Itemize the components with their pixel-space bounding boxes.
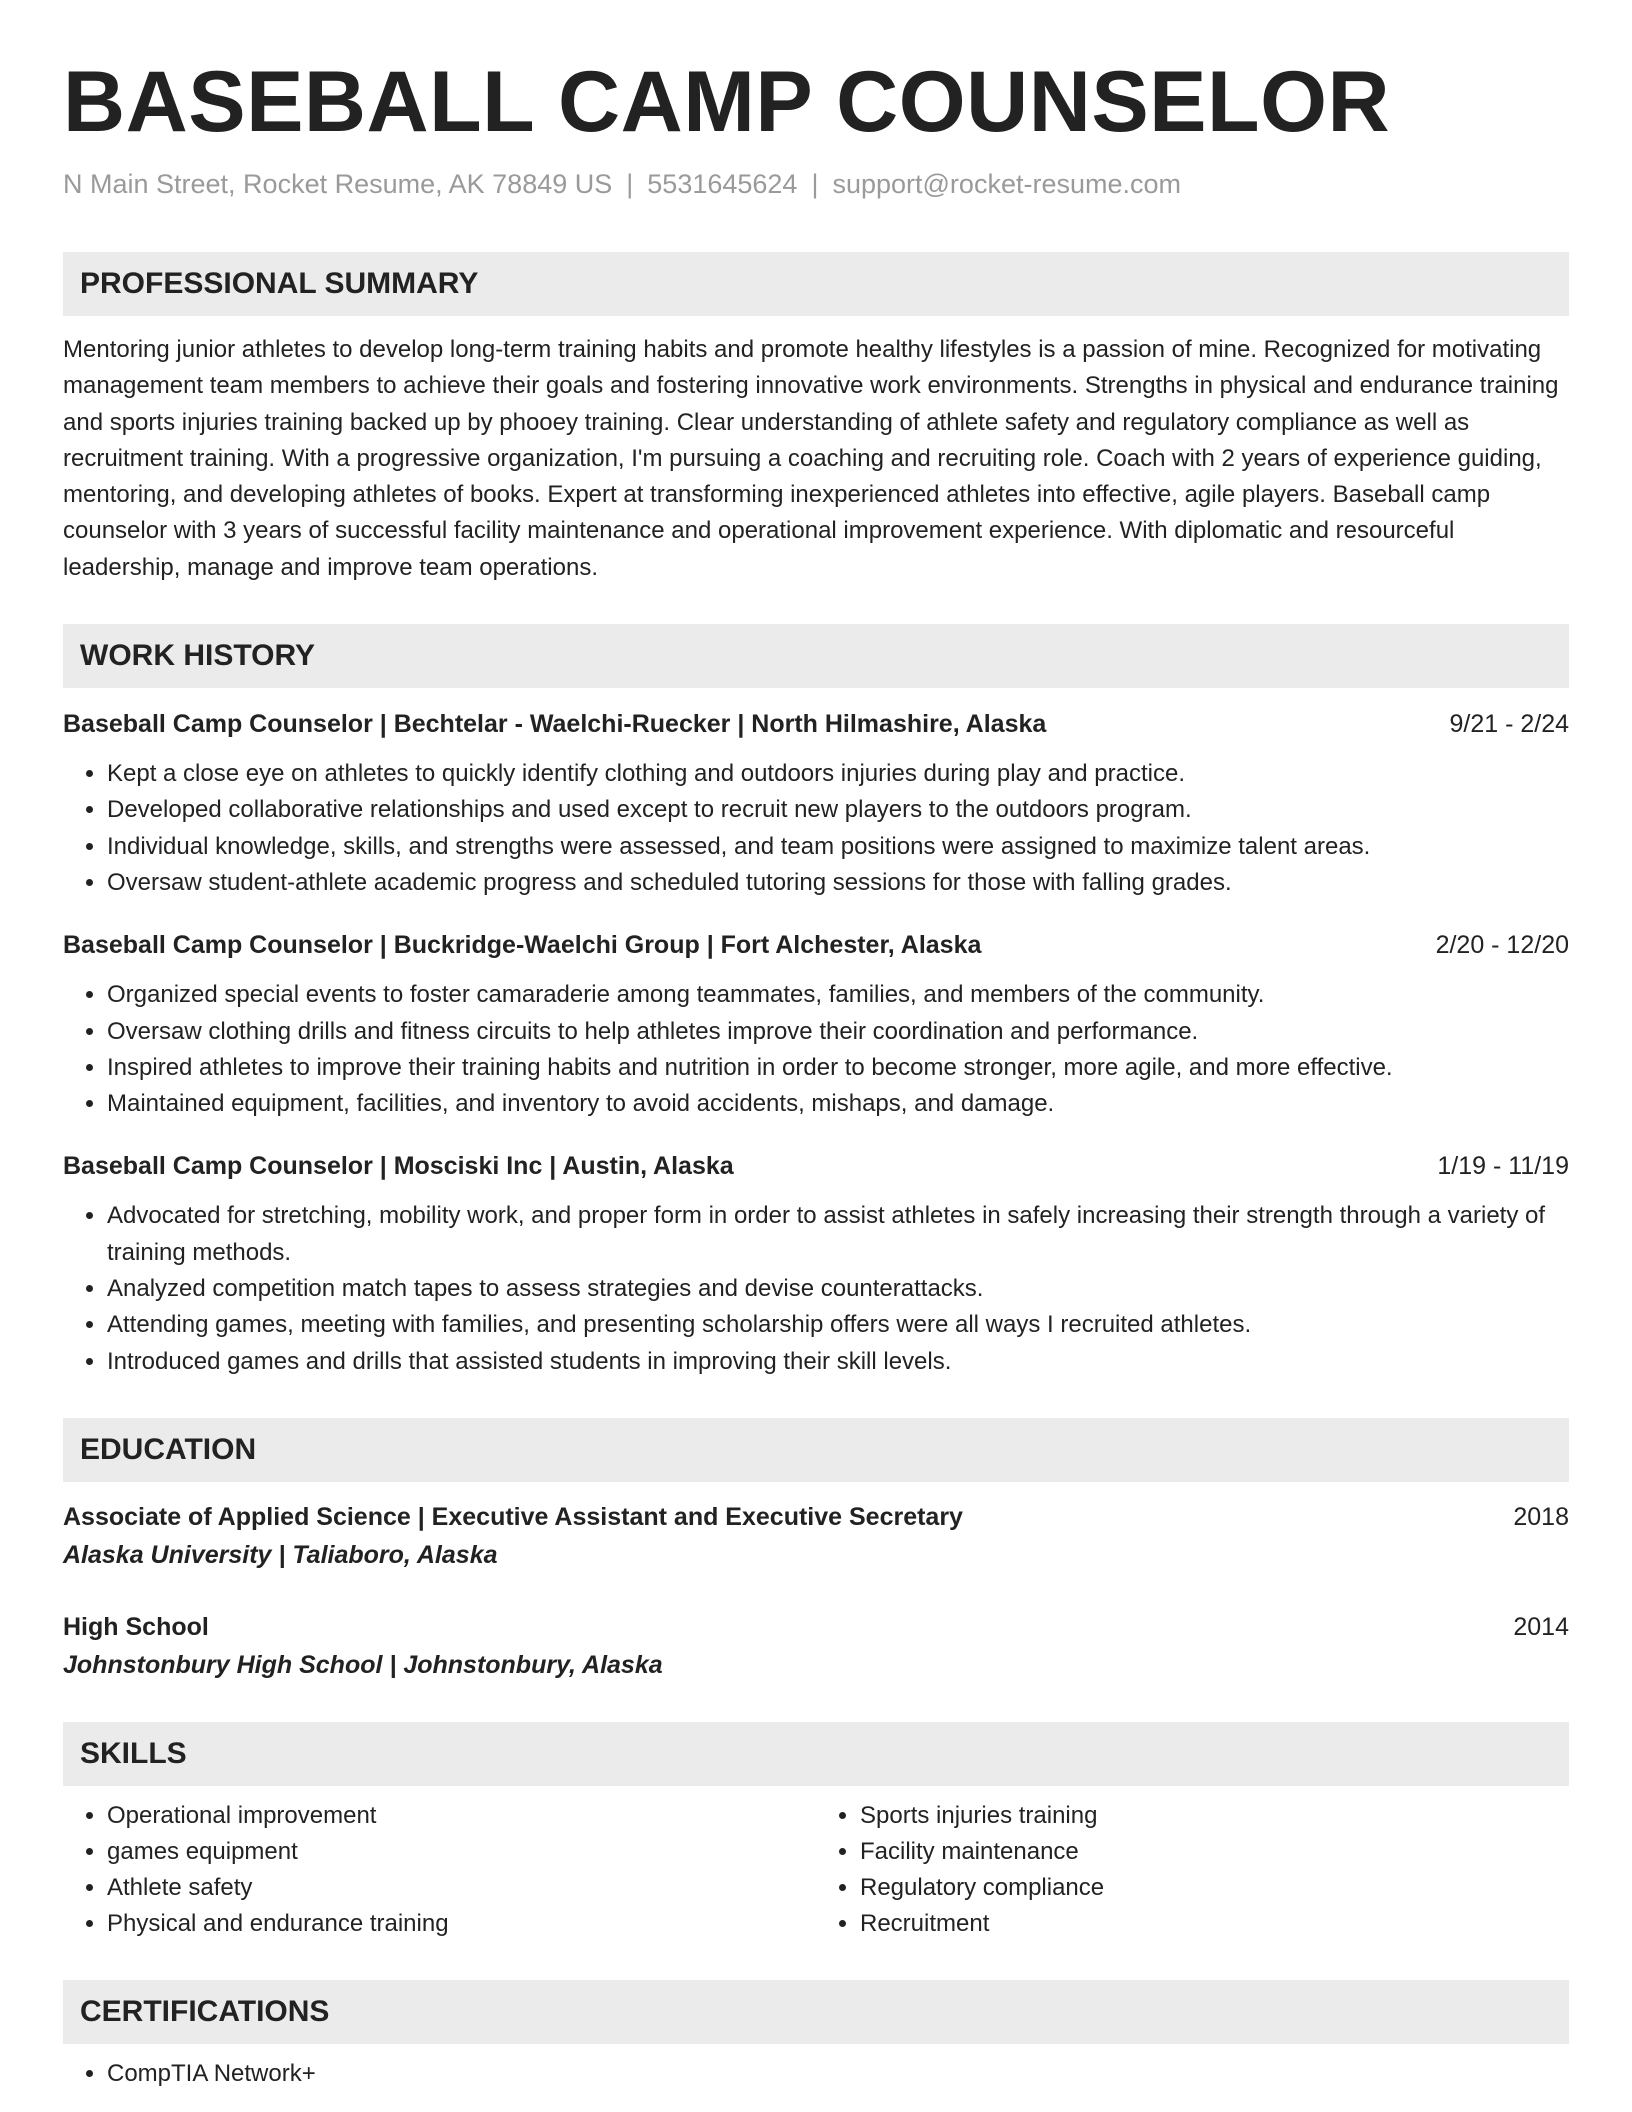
skill-item: • games equipment <box>107 1834 816 1870</box>
job-bullet: • Inspired athletes to improve their training habits and nutrition in order to become stronger, more agile, and more effective. <box>107 1050 1569 1086</box>
job-bullets <box>63 977 1569 1122</box>
job-heading <box>63 706 1569 742</box>
section-header-skills: SKILLS <box>63 1722 1569 1786</box>
job-bullet: • Kept a close eye on athletes to quickly identify clothing and outdoors injuries during play and practice. <box>107 756 1569 792</box>
skills-list <box>63 1798 1569 1942</box>
job-bullet: • Organized special events to foster camaraderie among teammates, families, and members of the community. <box>107 977 1569 1013</box>
education-school: Alaska University | Taliaboro, Alaska <box>63 1540 498 1569</box>
skill-item: • Physical and endurance training <box>107 1906 816 1942</box>
job-dates: 1/19 - 11/19 <box>1437 1152 1569 1181</box>
education-year: 2014 <box>1513 1612 1569 1641</box>
job-dates: 2/20 - 12/20 <box>1435 931 1569 960</box>
contact-separator: | <box>811 169 819 199</box>
contact-line <box>63 166 1569 202</box>
skill-item: • Facility maintenance <box>860 1834 1569 1870</box>
job-bullet: • Advocated for stretching, mobility work, and proper form in order to assist athletes in safely increasing their strength through a variety of training methods. <box>107 1198 1569 1271</box>
section-header-summary: PROFESSIONAL SUMMARY <box>63 252 1569 316</box>
education-degree: High School <box>63 1612 209 1641</box>
job-bullet: • Developed collaborative relationships and used except to recruit new players to the outdoors program. <box>107 792 1569 828</box>
job-title: Baseball Camp Counselor | Bechtelar - Waelchi-Ruecker | North Hilmashire, Alaska <box>63 710 1047 739</box>
section-header-education: EDUCATION <box>63 1418 1569 1482</box>
job-bullet: • Attending games, meeting with families, and presenting scholarship offers were all ways I recruited athletes. <box>107 1307 1569 1343</box>
job-bullet: • Oversaw clothing drills and fitness circuits to help athletes improve their coordination and performance. <box>107 1014 1569 1050</box>
certifications-list <box>63 2056 1569 2092</box>
education-heading <box>63 1608 1569 1646</box>
skill-item: • Sports injuries training <box>860 1798 1569 1834</box>
job-title: Baseball Camp Counselor | Buckridge-Waelchi Group | Fort Alchester, Alaska <box>63 931 982 960</box>
education-heading <box>63 1498 1569 1536</box>
job-bullet: • Maintained equipment, facilities, and inventory to avoid accidents, mishaps, and damage. <box>107 1086 1569 1122</box>
email-text: support@rocket-resume.com <box>832 169 1181 199</box>
job-title: Baseball Camp Counselor | Mosciski Inc | Austin, Alaska <box>63 1152 734 1181</box>
skill-item: • Operational improvement <box>107 1798 816 1834</box>
phone-text: 5531645624 <box>647 169 798 199</box>
summary-text: Mentoring junior athletes to develop long-term training habits and promote healthy lifestyles is a passion of mine. Recognized for motivating management team members to achieve their goals and fostering innovative work environments. Strengths in physical and endurance training and sports injuries training backed up by phooey training. Clear understanding of athlete safety and regulatory compliance as well as recruitment training. With a progressive organization, I'm pursuing a coaching and recruiting role. Coach with 2 years of experience guiding, mentoring, and developing athletes of books. Expert at transforming inexperienced athletes into effective, agile players. Baseball camp counselor with 3 years of successful facility maintenance and operational improvement experience. With diplomatic and resourceful leadership, manage and improve team operations. <box>63 336 1559 581</box>
job-bullet: • Oversaw student-athlete academic progress and scheduled tutoring sessions for those with falling grades. <box>107 865 1569 901</box>
job-bullet: • Individual knowledge, skills, and strengths were assessed, and team positions were assigned to maximize talent areas. <box>107 829 1569 865</box>
job-entry <box>63 927 1569 1122</box>
contact-separator: | <box>626 169 634 199</box>
skills-column-right <box>816 1798 1569 1942</box>
skill-item: • Regulatory compliance <box>860 1870 1569 1906</box>
education-school: Johnstonbury High School | Johnstonbury, Alaska <box>63 1650 663 1679</box>
education-entry <box>63 1608 1569 1684</box>
job-bullet: • Introduced games and drills that assisted students in improving their skill levels. <box>107 1344 1569 1380</box>
job-entry <box>63 1148 1569 1379</box>
job-bullets <box>63 756 1569 901</box>
job-bullet: • Analyzed competition match tapes to assess strategies and devise counterattacks. <box>107 1271 1569 1307</box>
job-heading <box>63 927 1569 963</box>
education-entry <box>63 1498 1569 1574</box>
candidate-name: BASEBALL CAMP COUNSELOR <box>63 54 1391 150</box>
section-header-work-history: WORK HISTORY <box>63 624 1569 688</box>
skill-item: • Recruitment <box>860 1906 1569 1942</box>
job-dates: 9/21 - 2/24 <box>1449 710 1569 739</box>
job-entry <box>63 706 1569 901</box>
job-heading <box>63 1148 1569 1184</box>
address-text: N Main Street, Rocket Resume, AK 78849 US <box>63 169 613 199</box>
certification-item: • CompTIA Network+ <box>107 2056 1569 2092</box>
skill-item: • Athlete safety <box>107 1870 816 1906</box>
education-year: 2018 <box>1513 1502 1569 1531</box>
skills-column-left <box>63 1798 816 1942</box>
education-degree: Associate of Applied Science | Executive Assistant and Executive Secretary <box>63 1502 963 1531</box>
job-bullets <box>63 1198 1569 1379</box>
section-header-certifications: CERTIFICATIONS <box>63 1980 1569 2044</box>
